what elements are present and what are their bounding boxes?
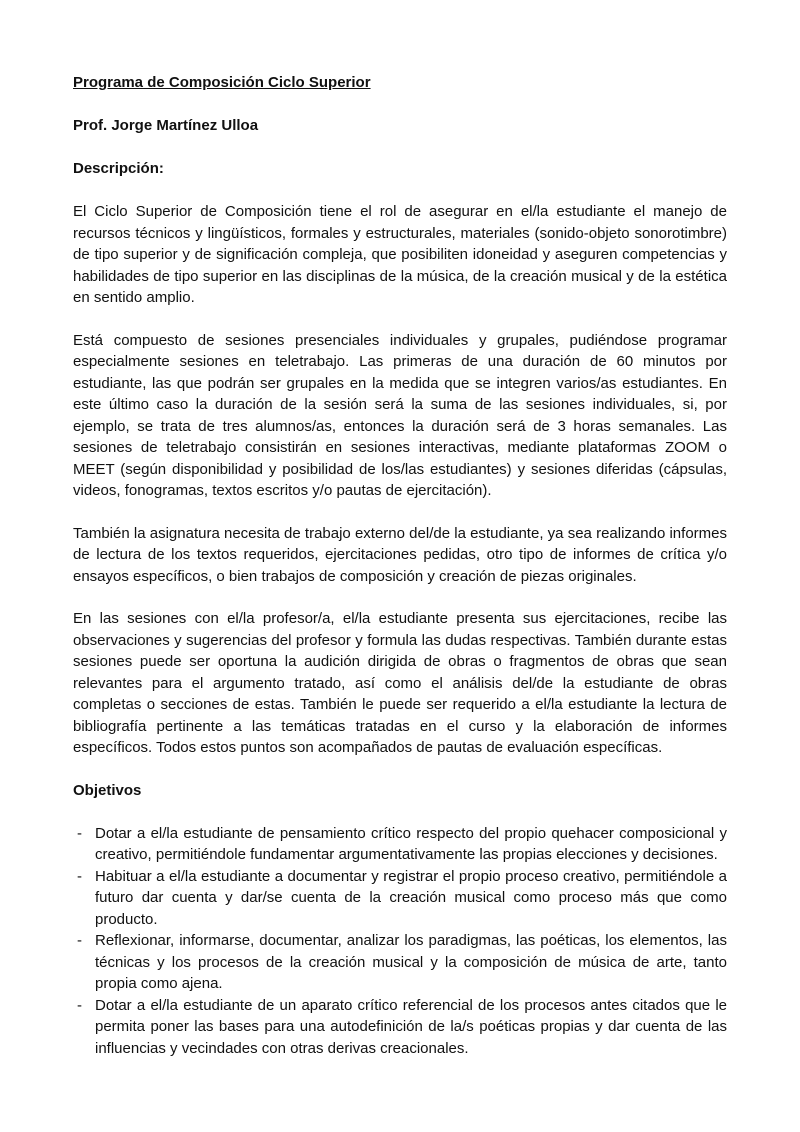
objective-item (73, 930, 727, 995)
description-paragraph-4: En las sesiones con el/la profesor/a, el/la estudiante presenta sus ejercitaciones, recibe las observaciones y sugerencias del profesor y formula las dudas respectivas. También durante estas sesiones puede ser oportuna la audición dirigida de obras o fragmentos de obras que sean relevantes para el argumento tratado, así como el análisis del/de la estudiante de obras completas o secciones de estas. También le puede ser requerido a el/la estudiante la lectura de bibliografía pertinente a las temáticas tratadas en el curso y la elaboración de informes específicos. Todos estos puntos son acompañados de pautas de evaluación específicas. (73, 610, 727, 756)
bullet-dash: - (77, 824, 82, 842)
professor-line: Prof. Jorge Martínez Ulloa (73, 117, 259, 134)
objective-item (73, 823, 727, 866)
objective-item (73, 866, 727, 931)
objective-item-text: Dotar a el/la estudiante de pensamiento crítico respecto del propio quehacer composicional y creativo, permitiéndole fundamentar argumentativamente las propias elecciones y decisiones. (95, 824, 727, 863)
bullet-dash: - (77, 867, 82, 885)
objective-item-text: Dotar a el/la estudiante de un aparato crítico referencial de los procesos antes citados que le permita poner las bases para una autodefinición de la/s poéticas propias y dar cuenta de las influencias y vecindades con otras derivas creacionales. (95, 996, 727, 1057)
objectives-list (73, 823, 727, 1060)
description-paragraph-1: El Ciclo Superior de Composición tiene el rol de asegurar en el/la estudiante el manejo de recursos técnicos y lingüísticos, formales y estructurales, materiales (sonido-objeto sonorotimbre) de tipo superior y de significación compleja, que posibiliten idoneidad y aseguren competencias y habilidades de tipo superior en las disciplinas de la música, de la creación musical y de la estética en sentido amplio. (73, 203, 727, 306)
objective-item-text: Reflexionar, informarse, documentar, analizar los paradigmas, las poéticas, los elementos, las técnicas y los procesos de la creación musical y la composición de música de arte, tanto propia como ajena. (95, 932, 727, 992)
objective-item-text: Habituar a el/la estudiante a documentar y registrar el propio proceso creativo, permitiéndole a futuro dar cuenta y dar/se cuenta de la creación musical como proceso más que como producto. (95, 867, 727, 928)
document-title: Programa de Composición Ciclo Superior (73, 74, 371, 91)
objectives-heading: Objetivos (73, 781, 142, 799)
bullet-dash: - (77, 996, 82, 1014)
description-heading: Descripción: (73, 160, 164, 177)
objective-item (73, 995, 727, 1060)
description-paragraph-2: Está compuesto de sesiones presenciales individuales y grupales, pudiéndose programar especialmente sesiones en teletrabajo. Las primeras de una duración de 60 minutos por estudiante, las que podrán ser grupales en la medida que se integren varios/as estudiantes. En este último caso la duración de la sesión será la suma de las sesiones individuales, si, por ejemplo, se trata de tres alumnos/as, entonces la duración será de 3 horas semanales. Las sesiones de teletrabajo consistirán en sesiones interactivas, mediante plataformas ZOOM o MEET (según disponibilidad y posibilidad de los/las estudiantes) y sesiones diferidas (cápsulas, videos, fonogramas, textos escritos y/o pautas de ejercitación). (73, 331, 727, 499)
description-paragraph-3: También la asignatura necesita de trabajo externo del/de la estudiante, ya sea realizando informes de lectura de los textos requeridos, ejercitaciones pedidas, otro tipo de informes de crítica y/o ensayos específicos, o bien trabajos de composición y creación de piezas originales. (73, 524, 727, 585)
bullet-dash: - (77, 932, 82, 949)
